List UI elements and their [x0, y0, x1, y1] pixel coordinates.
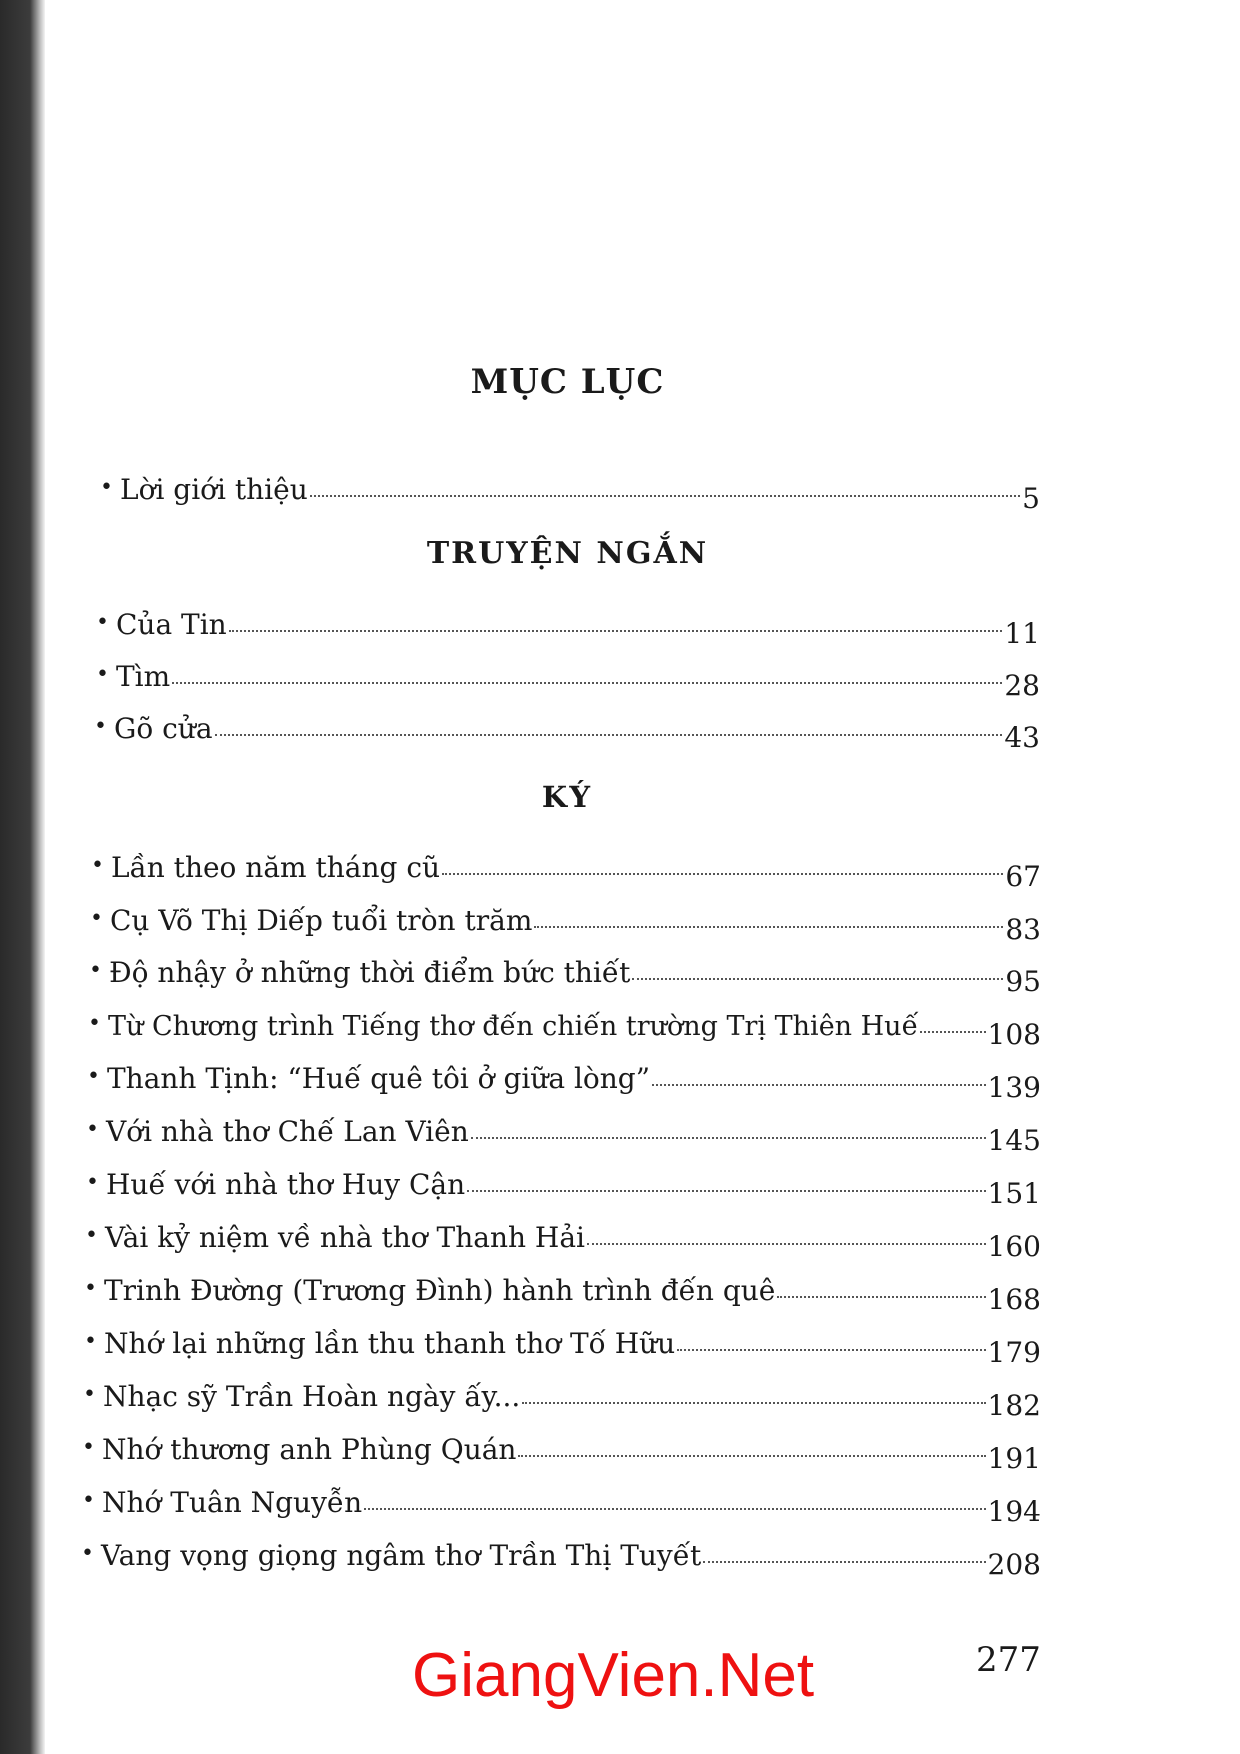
- entry-title: Từ Chương trình Tiếng thơ đến chiến trường Trị Thiên Huế: [108, 1011, 919, 1042]
- dot-leader: [587, 1243, 986, 1245]
- dot-leader: [442, 873, 1003, 875]
- bullet-icon: •: [82, 1488, 95, 1513]
- bullet-icon: •: [89, 958, 102, 983]
- entry-title: Cụ Võ Thị Diếp tuổi tròn trăm: [110, 904, 533, 937]
- entry-page-number: 139: [987, 1071, 1041, 1104]
- toc-entry[interactable]: [86, 1157, 1041, 1210]
- entry-title: Lời giới thiệu: [120, 473, 308, 506]
- bullet-icon: •: [86, 1117, 99, 1142]
- bullet-icon: •: [88, 1011, 101, 1036]
- page-number: 277: [976, 1640, 1041, 1680]
- section-heading-truyen-ngan: TRUYỆN NGẮN: [426, 536, 709, 571]
- entry-title: Tìm: [116, 660, 171, 693]
- toc-entry[interactable]: [90, 893, 1041, 946]
- bullet-icon: •: [85, 1223, 98, 1248]
- entry-title: Độ nhậy ở những thời điểm bức thiết: [109, 956, 631, 989]
- toc-entry[interactable]: [85, 1210, 1041, 1263]
- dot-leader: [229, 630, 1003, 632]
- bullet-icon: •: [81, 1541, 94, 1566]
- entry-title: Nhớ lại những lần thu thanh thơ Tố Hữu: [104, 1327, 676, 1360]
- entry-title: Thanh Tịnh: “Huế quê tôi ở giữa lòng”: [107, 1062, 651, 1095]
- dot-leader: [364, 1508, 985, 1510]
- entry-page-number: 145: [987, 1124, 1041, 1157]
- toc-entry[interactable]: [82, 1475, 1041, 1528]
- toc-entry[interactable]: [81, 1528, 1041, 1581]
- toc-entry[interactable]: [89, 945, 1041, 998]
- toc-entry[interactable]: [87, 1051, 1041, 1104]
- toc-entry[interactable]: [82, 1422, 1041, 1475]
- entry-page-number: 83: [1005, 913, 1041, 946]
- entry-title: Nhớ thương anh Phùng Quán: [102, 1433, 517, 1466]
- toc-entry[interactable]: [84, 1263, 1041, 1316]
- dot-leader: [703, 1561, 985, 1563]
- bullet-icon: •: [91, 853, 104, 878]
- page-title: MỤC LỤC: [470, 362, 665, 402]
- entry-page-number: 160: [987, 1230, 1041, 1263]
- toc-entry-intro[interactable]: [100, 462, 1040, 515]
- toc-entry[interactable]: [94, 701, 1040, 754]
- bullet-icon: •: [87, 1064, 100, 1089]
- entry-title: Trinh Đường (Trương Đình) hành trình đến quê: [104, 1274, 776, 1307]
- entry-page-number: 108: [987, 1018, 1041, 1051]
- dot-leader: [471, 1137, 986, 1139]
- entry-page-number: 179: [987, 1336, 1041, 1369]
- dot-leader: [632, 978, 1003, 980]
- dot-leader: [172, 682, 1002, 684]
- entry-title: Vài kỷ niệm về nhà thơ Thanh Hải: [105, 1221, 585, 1254]
- entry-title: Gõ cửa: [114, 712, 213, 745]
- entry-page-number: 5: [1022, 482, 1040, 515]
- toc-entry[interactable]: [91, 840, 1041, 893]
- toc-entry[interactable]: [96, 597, 1040, 650]
- entry-title: Của Tin: [116, 608, 227, 641]
- entry-page-number: 151: [987, 1177, 1041, 1210]
- entry-title: Lần theo năm tháng cũ: [111, 851, 441, 884]
- entry-page-number: 182: [987, 1389, 1041, 1422]
- dot-leader: [534, 926, 1003, 928]
- bullet-icon: •: [86, 1170, 99, 1195]
- entry-title: Nhớ Tuân Nguyễn: [102, 1486, 363, 1519]
- entry-page-number: 208: [987, 1548, 1041, 1581]
- section-heading-ky: KÝ: [541, 780, 594, 814]
- dot-leader: [310, 495, 1020, 497]
- dot-leader: [777, 1296, 985, 1298]
- entry-title: Vang vọng giọng ngâm thơ Trần Thị Tuyết: [101, 1539, 702, 1572]
- bullet-icon: •: [94, 714, 107, 739]
- entry-page-number: 43: [1004, 721, 1040, 754]
- dot-leader: [522, 1402, 985, 1404]
- bullet-icon: •: [82, 1435, 95, 1460]
- entry-page-number: 28: [1004, 669, 1040, 702]
- entry-title: Nhạc sỹ Trần Hoàn ngày ấy...: [103, 1380, 521, 1413]
- entry-title: Với nhà thơ Chế Lan Viên: [106, 1115, 469, 1148]
- toc-entry[interactable]: [96, 649, 1040, 702]
- bullet-icon: •: [96, 610, 109, 635]
- bullet-icon: •: [83, 1382, 96, 1407]
- dot-leader: [677, 1349, 985, 1351]
- bullet-icon: •: [84, 1276, 97, 1301]
- dot-leader: [518, 1455, 985, 1457]
- toc-entry[interactable]: [83, 1369, 1041, 1422]
- toc-entry[interactable]: [88, 998, 1041, 1051]
- entry-page-number: 191: [987, 1442, 1041, 1475]
- bullet-icon: •: [100, 475, 113, 500]
- bullet-icon: •: [84, 1329, 97, 1354]
- toc-entry[interactable]: [84, 1316, 1041, 1369]
- entry-title: Huế với nhà thơ Huy Cận: [106, 1168, 466, 1201]
- toc-entry[interactable]: [86, 1104, 1041, 1157]
- entry-page-number: 11: [1004, 617, 1040, 650]
- entry-page-number: 67: [1005, 860, 1041, 893]
- dot-leader: [920, 1031, 985, 1033]
- entry-page-number: 168: [987, 1283, 1041, 1316]
- entry-page-number: 95: [1005, 965, 1041, 998]
- bullet-icon: •: [90, 906, 103, 931]
- dot-leader: [215, 734, 1003, 736]
- dot-leader: [467, 1190, 985, 1192]
- bullet-icon: •: [96, 662, 109, 687]
- watermark-text: GiangVien.Net: [412, 1641, 815, 1710]
- dot-leader: [652, 1084, 986, 1086]
- entry-page-number: 194: [987, 1495, 1041, 1528]
